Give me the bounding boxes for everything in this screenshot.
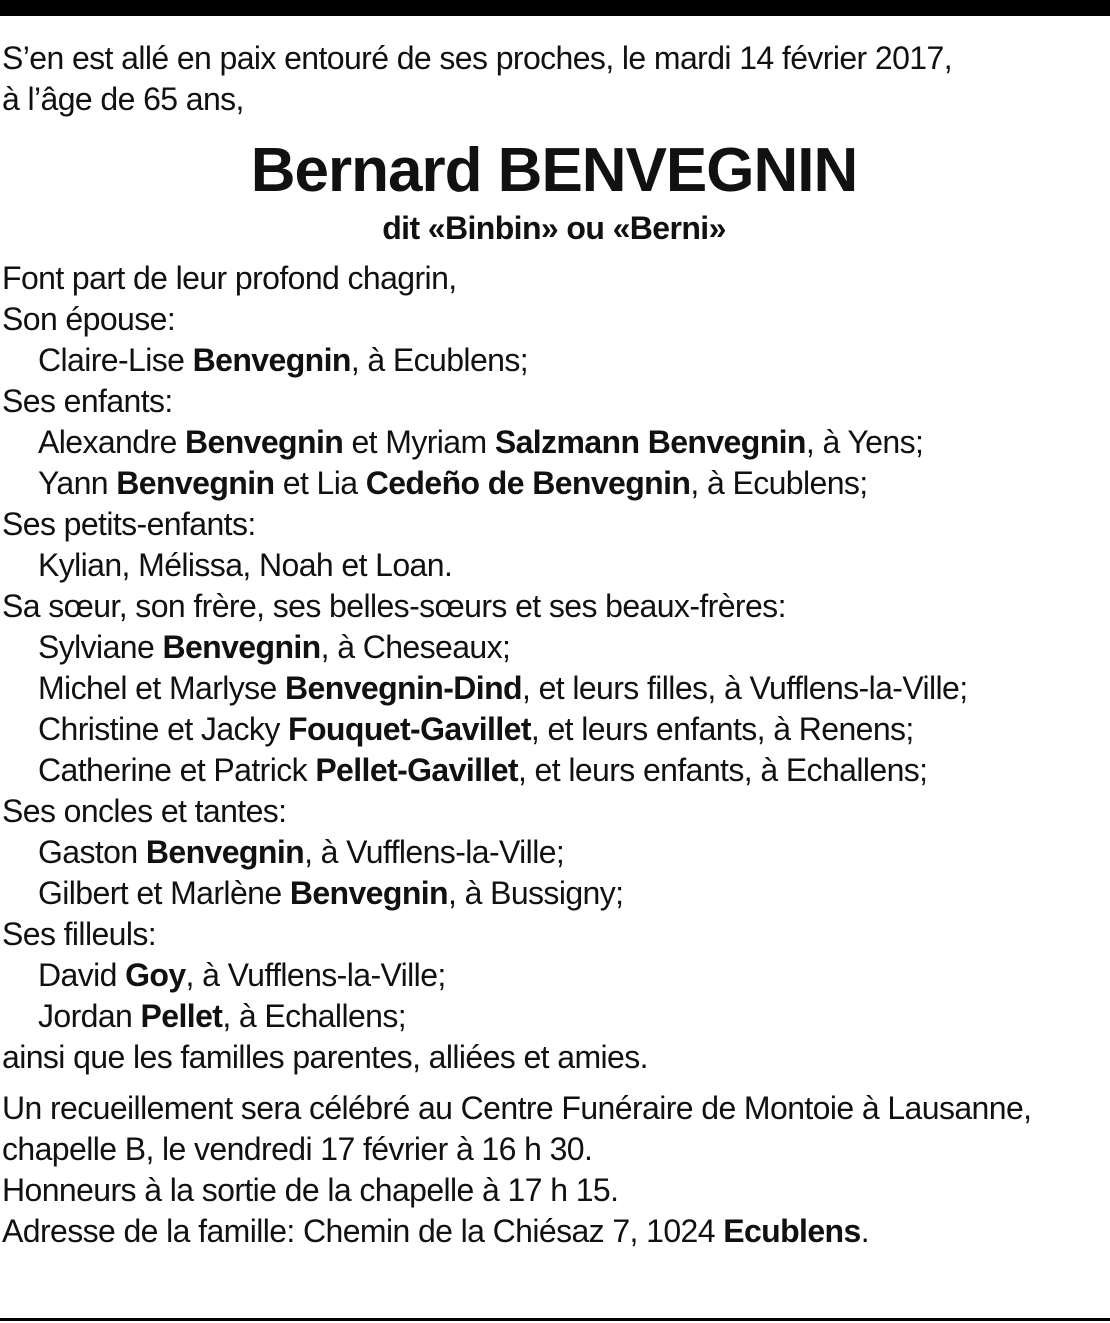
siblings-heading: Sa sœur, son frère, ses belles-sœurs et ses beaux-frères: bbox=[2, 588, 786, 624]
top-rule bbox=[0, 0, 1110, 16]
godchild-entry: Jordan Pellet, à Echallens; bbox=[38, 998, 407, 1034]
grandchildren-entry: Kylian, Mélissa, Noah et Loan. bbox=[38, 547, 453, 583]
ceremony-line: Honneurs à la sortie de la chapelle à 17 h 15. bbox=[2, 1172, 619, 1208]
child-entry: Yann Benvegnin et Lia Cedeño de Benvegnin, à Ecublens; bbox=[38, 465, 868, 501]
uncles-heading: Ses oncles et tantes: bbox=[2, 793, 287, 829]
deceased-name: Bernard BENVEGNIN bbox=[250, 136, 858, 205]
spouse-heading: Son épouse: bbox=[2, 301, 176, 337]
closing-line: ainsi que les familles parentes, alliées et amies. bbox=[2, 1039, 648, 1075]
ceremony-info bbox=[2, 1088, 1106, 1252]
family-address: Adresse de la famille: Chemin de la Chiésaz 7, 1024 Ecublens. bbox=[2, 1213, 869, 1249]
godchildren-heading: Ses filleuls: bbox=[2, 916, 157, 952]
child-entry: Alexandre Benvegnin et Myriam Salzmann Benvegnin, à Yens; bbox=[38, 424, 924, 460]
ceremony-line: chapelle B, le vendredi 17 février à 16 h 30. bbox=[2, 1131, 593, 1167]
grandchildren-heading: Ses petits-enfants: bbox=[2, 506, 256, 542]
uncle-entry: Gaston Benvegnin, à Vufflens-la-Ville; bbox=[38, 834, 565, 870]
bottom-rule bbox=[0, 1318, 1110, 1321]
children-heading: Ses enfants: bbox=[2, 383, 173, 419]
intro-line: à l’âge de 65 ans, bbox=[2, 81, 244, 117]
uncle-entry: Gilbert et Marlène Benvegnin, à Bussigny; bbox=[38, 875, 624, 911]
obituary-notice bbox=[2, 38, 1106, 1252]
intro bbox=[2, 38, 1106, 120]
sibling-entry: Catherine et Patrick Pellet-Gavillet, et leurs enfants, à Echallens; bbox=[38, 752, 928, 788]
godchild-entry: David Goy, à Vufflens-la-Ville; bbox=[38, 957, 446, 993]
spouse-entry: Claire-Lise Benvegnin, à Ecublens; bbox=[38, 342, 529, 378]
sibling-entry: Christine et Jacky Fouquet-Gavillet, et leurs enfants, à Renens; bbox=[38, 711, 914, 747]
intro-line: S’en est allé en paix entouré de ses proches, le mardi 14 février 2017, bbox=[2, 40, 952, 76]
ceremony-line: Un recueillement sera célébré au Centre Funéraire de Montoie à Lausanne, bbox=[2, 1090, 1032, 1126]
nickname: dit «Binbin» ou «Berni» bbox=[382, 210, 726, 246]
sibling-entry: Sylviane Benvegnin, à Cheseaux; bbox=[38, 629, 511, 665]
announcement: Font part de leur profond chagrin, bbox=[2, 260, 457, 296]
sibling-entry: Michel et Marlyse Benvegnin-Dind, et leurs filles, à Vufflens-la-Ville; bbox=[38, 670, 968, 706]
